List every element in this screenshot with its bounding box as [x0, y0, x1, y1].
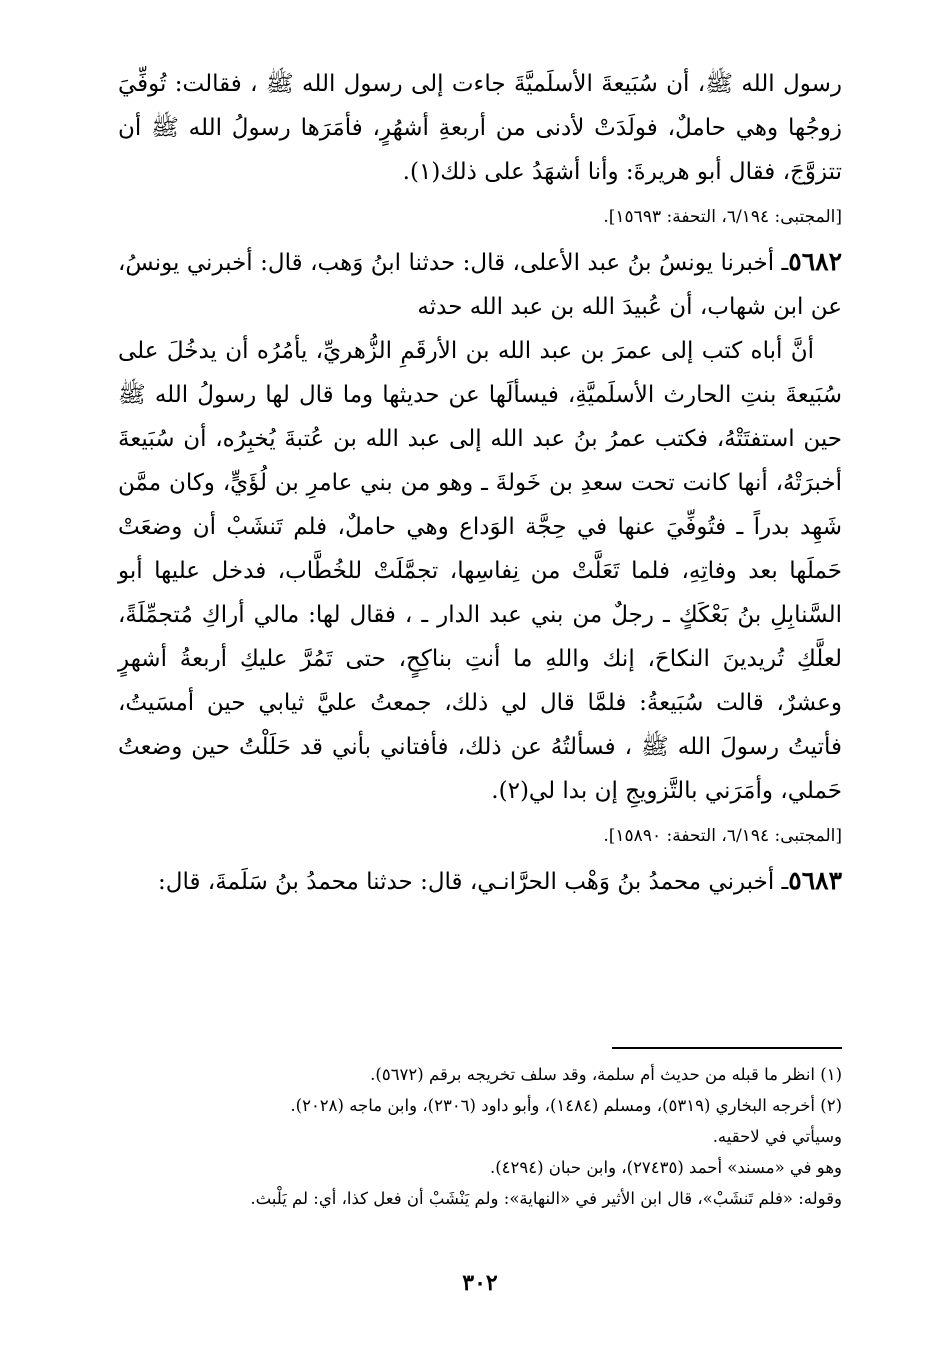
footnote-4: وقوله: «فلم تَنشَبْ»، قال ابن الأثير في «النهاية»: ولم يَنْشَبْ أن فعل كذا، أي: لم يَلْبث.: [250, 1189, 842, 1208]
footnotes-section: [118, 1047, 842, 1214]
hadith-chain-text: ـ أخبرنا يونسُ بنُ عبد الأعلى، قال: حدثنا ابنُ وَهب، قال: أخبرني يونسُ، عن ابن شهاب، أن عُبيدَ الله بن عبد الله حدثه: [118, 250, 842, 320]
footnote-divider: [612, 1047, 842, 1049]
hadith-5682-intro: [118, 240, 842, 329]
hadith-chain-text: ـ أخبرني محمدُ بنُ وَهْب الحرَّانـي، قال: حدثنا محمدُ بنُ سَلَمةَ، قال:: [158, 869, 789, 895]
paragraph-continuation: رسول الله ﷺ، أن سُبَيعةَ الأسلَميَّةَ جاءت إلى رسول الله ﷺ ، فقالت: تُوفِّيَ زوجُها وهي حاملٌ، فولَدَتْ لأدنى من أربعةِ أشهُرٍ، فأمَرَها رسولُ الله ﷺ أن تتزوَّجَ، فقال أبو هريرةَ: وأنا أشهَدُ على ذلك(١).: [118, 71, 842, 185]
footnote-3: وهو في «مسند» أحمد (٢٧٤٣٥)، وابن حبان (٤٢٩٤).: [489, 1158, 842, 1177]
document-page: [118, 62, 842, 1322]
hadith-5682-body: أنَّ أباه كتب إلى عمرَ بن عبد الله بن الأرقَمِ الزُّهريِّ، يأمُرُه أن يدخُلَ على سُبَيعةَ بنتِ الحارث الأسلَميَّةِ، فيسألَها عن حديثها وما قال لها رسولُ الله ﷺ حين استفتَتْهُ، فكتب عمرُ بنُ عبد الله إلى عبد الله بن عُتبةَ يُخبِرُه، أن سُبَيعةَ أخبرَتْهُ، أنها كانت تحت سعدِ بن خَولةَ ـ وهو من بني عامرِ بن لُؤَيٍّ، وكان ممَّن شَهِد بدراً ـ فتُوفِّيَ عنها في حِجَّة الوَداع وهي حاملٌ، فلم تَنشَبْ أن وضعَتْ حَملَها بعد وفاتِهِ، فلما تَعَلَّتْ من نِفاسِها، تجمَّلَتْ للخُطَّاب، فدخل عليها أبو السَّنابِلِ بنُ بَعْكَكٍ ـ رجلٌ من بني عبد الدار ـ ، فقال لها: مالي أراكِ مُتجمِّلَةً، لعلَّكِ تُريدينَ النكاحَ، إنك واللهِ ما أنتِ بناكِحٍ، حتى تَمُرَّ عليكِ أربعةُ أشهرٍ وعشرٌ، قالت سُبَيعةُ: فلمَّا قال لي ذلك، جمعتُ عليَّ ثيابي حين أمسَيتُ، فأتيتُ رسولَ الله ﷺ ، فسألتُهُ عن ذلك، فأفتاني بأني قد حَلَلْتُ حين وضعتُ حَملي، وأمَرَني بالتَّزويجِ إن بدا لي(٢).: [118, 338, 842, 804]
hadith-5683-intro: [118, 859, 842, 904]
page-number: ٣٠٢: [462, 1270, 498, 1296]
hadith-number: ٥٦٨٣: [788, 866, 842, 895]
footnote-1: (١) انظر ما قبله من حديث أم سلمة، وقد سلف تخريجه برقم (٥٦٧٢).: [370, 1065, 842, 1084]
reference-citation-1: [المجتبى: ٦/١٩٤، التحفة: ١٥٦٩٣].: [603, 207, 842, 227]
hadith-number: ٥٦٨٢: [788, 247, 842, 276]
reference-citation-2: [المجتبى: ٦/١٩٤، التحفة: ١٥٨٩٠].: [603, 826, 842, 846]
footnote-2: (٢) أخرجه البخاري (٥٣١٩)، ومسلم (١٤٨٤)، وأبو داود (٢٣٠٦)، وابن ماجه (٢٠٢٨).: [290, 1096, 842, 1115]
footnote-2-continuation: وسيأتي في لاحقيه.: [712, 1127, 842, 1146]
